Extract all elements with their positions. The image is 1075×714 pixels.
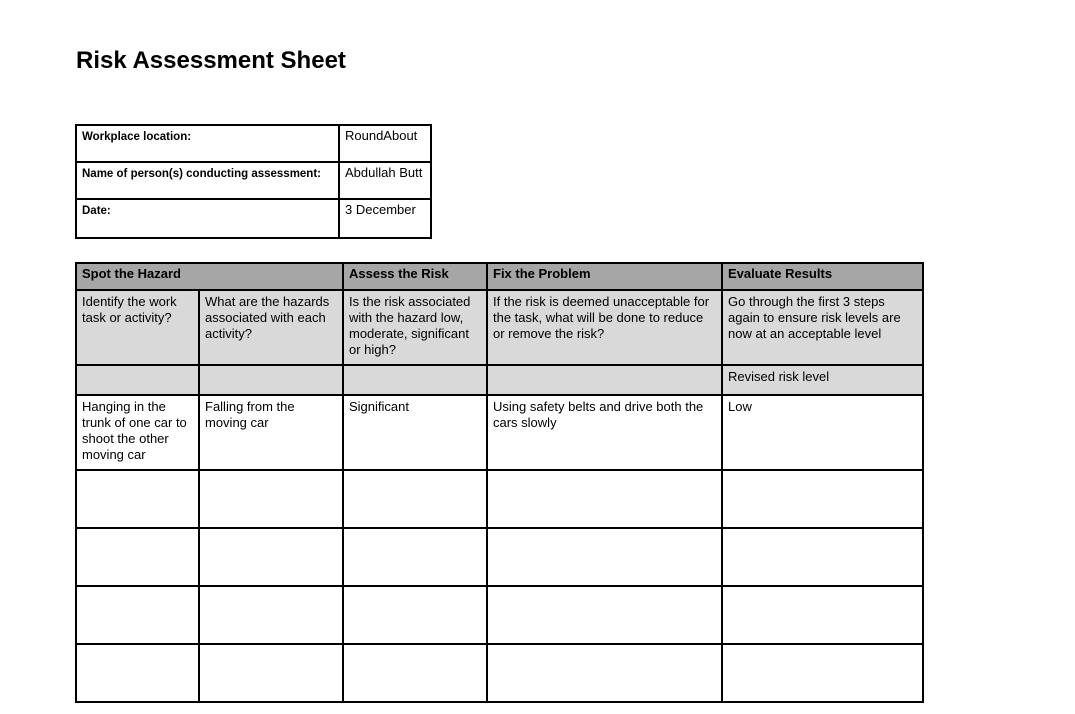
revised-risk-cell[interactable] [722,644,923,702]
risk-cell[interactable]: Significant [343,395,487,470]
page-title: Risk Assessment Sheet [76,47,346,74]
risk-cell[interactable] [343,528,487,586]
table-header-row [76,263,923,290]
fix-cell[interactable] [487,644,722,702]
table-row [76,395,923,470]
hazard-cell[interactable] [199,528,343,586]
revised-empty-cell [343,365,487,395]
info-row-date [76,199,431,238]
hazard-cell[interactable]: Falling from the moving car [199,395,343,470]
fix-cell[interactable] [487,528,722,586]
revised-risk-cell[interactable] [722,470,923,528]
fix-cell[interactable] [487,470,722,528]
revised-risk-cell[interactable] [722,586,923,644]
risk-cell[interactable] [343,586,487,644]
workplace-location-label: Workplace location: [76,125,339,162]
revised-empty-cell [199,365,343,395]
risk-assessment-table [75,262,924,703]
table-row [76,644,923,702]
header-assess-the-risk: Assess the Risk [343,263,487,290]
task-cell[interactable] [76,586,199,644]
header-evaluate-results: Evaluate Results [722,263,923,290]
task-cell[interactable] [76,470,199,528]
task-cell[interactable] [76,528,199,586]
desc-evaluate: Go through the first 3 steps again to ensure risk levels are now at an acceptable level [722,290,923,365]
fix-cell[interactable]: Using safety belts and drive both the cars slowly [487,395,722,470]
info-row-assessor [76,162,431,199]
hazard-cell[interactable] [199,470,343,528]
info-row-location [76,125,431,162]
table-description-row [76,290,923,365]
desc-hazards: What are the hazards associated with each activity? [199,290,343,365]
date-label: Date: [76,199,339,238]
hazard-cell[interactable] [199,586,343,644]
table-row [76,528,923,586]
hazard-cell[interactable] [199,644,343,702]
assessment-info-table [75,124,432,239]
table-row [76,586,923,644]
desc-risk-level: Is the risk associated with the hazard low, moderate, significant or high? [343,290,487,365]
task-cell[interactable] [76,644,199,702]
revised-risk-cell[interactable] [722,528,923,586]
assessor-name-label: Name of person(s) conducting assessment: [76,162,339,199]
table-row [76,470,923,528]
task-cell[interactable]: Hanging in the trunk of one car to shoot the other moving car [76,395,199,470]
revised-risk-cell[interactable]: Low [722,395,923,470]
table-revised-row [76,365,923,395]
desc-identify-task: Identify the work task or activity? [76,290,199,365]
header-spot-the-hazard: Spot the Hazard [76,263,343,290]
revised-empty-cell [487,365,722,395]
risk-cell[interactable] [343,470,487,528]
header-fix-the-problem: Fix the Problem [487,263,722,290]
fix-cell[interactable] [487,586,722,644]
desc-fix: If the risk is deemed unacceptable for the task, what will be done to reduce or remove the risk? [487,290,722,365]
date-value[interactable]: 3 December [339,199,431,238]
workplace-location-value[interactable]: RoundAbout [339,125,431,162]
assessor-name-value[interactable]: Abdullah Butt [339,162,431,199]
risk-cell[interactable] [343,644,487,702]
revised-risk-level-label: Revised risk level [722,365,923,395]
revised-empty-cell [76,365,199,395]
